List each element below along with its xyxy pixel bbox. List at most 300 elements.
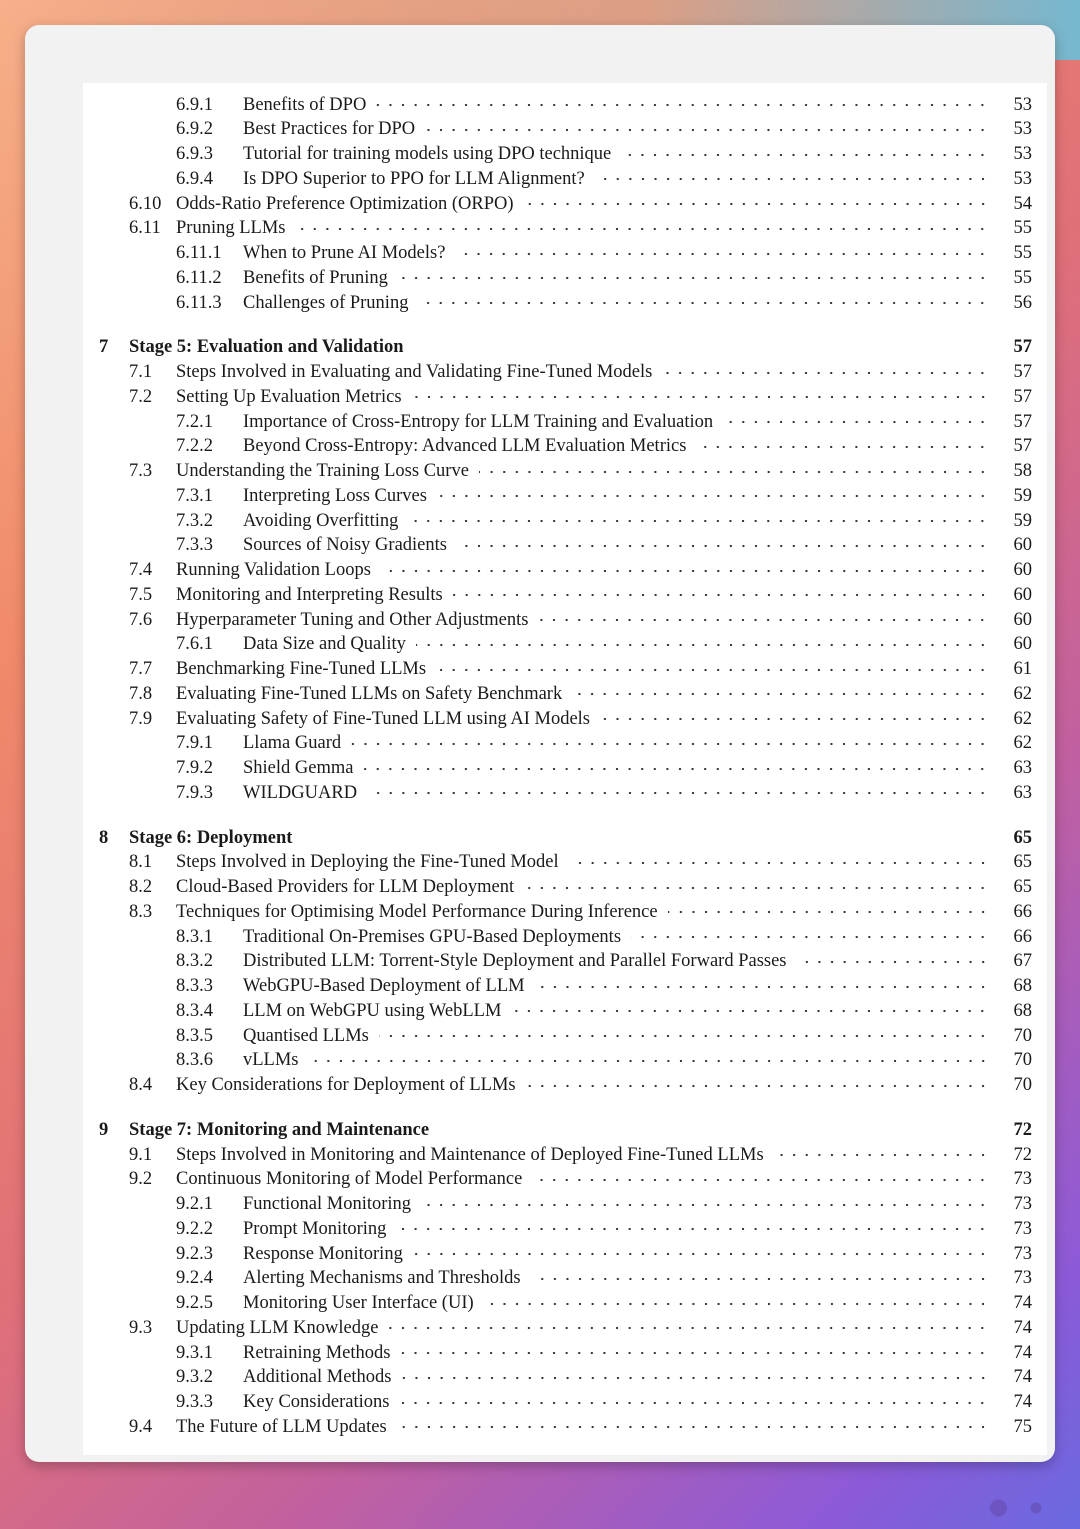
toc-entry[interactable] bbox=[83, 707, 1047, 731]
toc-page-number: 74 bbox=[1013, 1317, 1032, 1338]
toc-page-number: 57 bbox=[1013, 411, 1032, 432]
toc-entry[interactable] bbox=[83, 1024, 1047, 1048]
toc-page-number: 62 bbox=[1013, 708, 1032, 729]
toc-number: 6.9.4 bbox=[176, 168, 213, 189]
dot-leader bbox=[535, 975, 991, 999]
toc-page-number: 68 bbox=[1013, 976, 1032, 996]
toc-title-wrap bbox=[243, 266, 991, 290]
toc-title-wrap bbox=[243, 167, 991, 191]
toc-number: 7.9 bbox=[129, 708, 153, 729]
toc-number: 9.2.3 bbox=[176, 1243, 213, 1264]
toc-title: Importance of Cross-Entropy for LLM Training and Evaluation bbox=[243, 412, 717, 433]
toc-page-number: 68 bbox=[1013, 1000, 1032, 1021]
toc-page-number: 60 bbox=[1013, 609, 1032, 630]
toc-entry[interactable] bbox=[83, 1316, 1047, 1340]
dot-leader bbox=[538, 608, 991, 632]
toc-title: Best Practices for DPO bbox=[243, 119, 419, 140]
toc-entry[interactable] bbox=[83, 757, 1047, 781]
toc-page-number: 73 bbox=[1013, 1243, 1032, 1264]
toc-number: 7.4 bbox=[129, 560, 153, 580]
toc-number: 8.4 bbox=[129, 1075, 153, 1095]
toc-title-wrap bbox=[176, 707, 991, 731]
dot-leader bbox=[309, 1049, 992, 1073]
toc-page-number: 60 bbox=[1013, 634, 1032, 655]
toc-title: Setting Up Evaluation Metrics bbox=[176, 387, 406, 408]
toc-title: WILDGUARD bbox=[243, 783, 361, 804]
toc-title-wrap bbox=[176, 658, 991, 682]
toc-page-number: 65 bbox=[1013, 852, 1032, 873]
toc-number: 7.6.1 bbox=[176, 634, 213, 655]
toc-number: 7 bbox=[99, 337, 109, 358]
toc-title: Key Considerations bbox=[243, 1392, 393, 1413]
toc-entry[interactable] bbox=[83, 1217, 1047, 1241]
toc-title: Shield Gemma bbox=[243, 758, 357, 779]
toc-title-wrap bbox=[243, 1366, 991, 1390]
toc-title: Retraining Methods bbox=[243, 1343, 394, 1364]
toc-number: 8.2 bbox=[129, 877, 153, 897]
toc-title: When to Prune AI Models? bbox=[243, 243, 449, 264]
toc-page-number: 60 bbox=[1013, 535, 1032, 556]
toc-number: 7.8 bbox=[129, 683, 153, 704]
toc-title: Alerting Mechanisms and Thresholds bbox=[243, 1268, 525, 1289]
toc-page-number: 73 bbox=[1013, 1194, 1032, 1214]
toc-page-number: 55 bbox=[1013, 267, 1032, 288]
toc-title: Running Validation Loops bbox=[176, 560, 375, 581]
toc-page-number: 57 bbox=[1013, 386, 1032, 407]
toc-title: vLLMs bbox=[243, 1050, 303, 1071]
dot-leader bbox=[388, 1316, 991, 1340]
toc-entry[interactable] bbox=[83, 484, 1047, 508]
toc-title: WebGPU-Based Deployment of LLM bbox=[243, 976, 529, 997]
dot-leader bbox=[399, 1391, 991, 1415]
toc-entry[interactable] bbox=[83, 1074, 1047, 1098]
toc-title-wrap bbox=[176, 192, 991, 216]
toc-title: Traditional On-Premises GPU-Based Deployments bbox=[243, 927, 625, 948]
toc-entry[interactable] bbox=[83, 192, 1047, 216]
toc-title-wrap bbox=[176, 1143, 991, 1167]
toc-title-wrap bbox=[243, 291, 991, 315]
toc-number: 8.3.5 bbox=[176, 1025, 213, 1046]
toc-title-wrap bbox=[129, 1120, 991, 1141]
dot-leader bbox=[397, 1415, 991, 1439]
toc-title-wrap bbox=[243, 1267, 991, 1291]
toc-title: Avoiding Overfitting bbox=[243, 511, 402, 532]
toc-entry[interactable] bbox=[83, 1049, 1047, 1073]
toc-title-wrap bbox=[243, 950, 991, 974]
toc-title: Tutorial for training models using DPO technique bbox=[243, 144, 615, 165]
toc-title: Benefits of Pruning bbox=[243, 268, 392, 289]
toc-title-wrap bbox=[243, 925, 991, 949]
dot-leader bbox=[774, 1143, 991, 1167]
dot-leader bbox=[381, 559, 991, 583]
toc-number: 7.7 bbox=[129, 659, 153, 679]
toc-page-number: 57 bbox=[1013, 436, 1032, 457]
dot-leader bbox=[457, 534, 991, 558]
toc-chapter[interactable] bbox=[83, 826, 1047, 850]
toc-number: 8.3.6 bbox=[176, 1050, 213, 1071]
toc-title: Benchmarking Fine-Tuned LLMs bbox=[176, 659, 430, 680]
toc-number: 6.9.3 bbox=[176, 144, 213, 164]
toc-entry[interactable] bbox=[83, 143, 1047, 167]
dot-leader bbox=[418, 291, 991, 315]
toc-title: Prompt Monitoring bbox=[243, 1219, 390, 1240]
toc-entry[interactable] bbox=[83, 1242, 1047, 1266]
toc-number: 8.3.2 bbox=[176, 951, 213, 972]
toc-page-number: 70 bbox=[1013, 1050, 1032, 1071]
toc-number: 8.1 bbox=[129, 852, 153, 873]
toc-page-number: 63 bbox=[1013, 758, 1032, 778]
dot-leader bbox=[437, 484, 991, 508]
toc-chapter[interactable] bbox=[83, 336, 1047, 360]
dot-leader bbox=[600, 707, 991, 731]
toc-entry[interactable] bbox=[83, 1143, 1047, 1167]
toc-entry[interactable] bbox=[83, 732, 1047, 756]
dot-leader bbox=[363, 757, 991, 781]
toc-number: 7.2.1 bbox=[176, 411, 213, 432]
toc-entry[interactable] bbox=[83, 658, 1047, 682]
toc-title: Continuous Monitoring of Model Performance bbox=[176, 1169, 526, 1190]
toc-title-wrap bbox=[243, 1341, 991, 1365]
toc-page-number: 62 bbox=[1013, 683, 1032, 704]
toc-entry[interactable] bbox=[83, 93, 1047, 117]
toc-title-wrap bbox=[176, 460, 991, 484]
toc-entry[interactable] bbox=[83, 1168, 1047, 1192]
toc-entry[interactable] bbox=[83, 242, 1047, 266]
toc-number: 8 bbox=[99, 827, 109, 848]
dot-leader bbox=[402, 1366, 991, 1390]
toc-entry[interactable] bbox=[83, 1341, 1047, 1365]
toc-number: 6.11.1 bbox=[176, 243, 222, 263]
toc-title-wrap bbox=[176, 1415, 991, 1439]
toc-title: Stage 6: Deployment bbox=[129, 828, 296, 849]
toc-title-wrap bbox=[129, 337, 991, 358]
dot-leader bbox=[367, 781, 991, 805]
toc-title-wrap bbox=[243, 975, 991, 999]
dot-leader bbox=[569, 851, 991, 875]
toc-title: Additional Methods bbox=[243, 1367, 396, 1388]
toc-entry[interactable] bbox=[83, 583, 1047, 607]
toc-title-wrap bbox=[243, 509, 991, 533]
toc-page-number: 53 bbox=[1013, 168, 1032, 189]
dot-leader bbox=[400, 1341, 991, 1365]
toc-number: 9.2.4 bbox=[176, 1268, 213, 1289]
toc-number: 7.1 bbox=[129, 362, 153, 382]
dot-leader bbox=[524, 192, 991, 216]
toc-title: Beyond Cross-Entropy: Advanced LLM Evaluation Metrics bbox=[243, 436, 690, 457]
toc-page-number: 73 bbox=[1013, 1218, 1032, 1239]
toc-title-wrap bbox=[243, 1292, 991, 1316]
dot-leader bbox=[524, 876, 991, 900]
dot-leader bbox=[723, 410, 991, 434]
toc-number: 7.3 bbox=[129, 461, 153, 481]
toc-page-number: 57 bbox=[1013, 337, 1032, 358]
toc-page-number: 53 bbox=[1013, 94, 1032, 115]
toc-entry[interactable] bbox=[83, 999, 1047, 1023]
toc-title-wrap bbox=[243, 781, 991, 805]
dot-leader bbox=[379, 1024, 991, 1048]
toc-number: 7.3.2 bbox=[176, 510, 213, 531]
document-page bbox=[83, 83, 1047, 1455]
toc-entry[interactable] bbox=[83, 1391, 1047, 1415]
toc-title-wrap bbox=[176, 682, 991, 706]
dot-leader bbox=[511, 999, 991, 1023]
dot-leader bbox=[421, 1193, 991, 1217]
toc-page-number: 53 bbox=[1013, 144, 1032, 164]
toc-number: 9.2.5 bbox=[176, 1293, 213, 1313]
toc-number: 9 bbox=[99, 1119, 109, 1140]
toc-number: 7.2 bbox=[129, 386, 153, 407]
toc-title-wrap bbox=[243, 1024, 991, 1048]
toc-page-number: 65 bbox=[1013, 877, 1032, 897]
toc-page-number: 60 bbox=[1013, 560, 1032, 580]
toc-page-number: 75 bbox=[1013, 1416, 1032, 1437]
toc-title-wrap bbox=[243, 732, 991, 756]
toc-page-number: 73 bbox=[1013, 1169, 1032, 1190]
toc-title-wrap bbox=[243, 118, 991, 142]
dot-leader bbox=[621, 143, 991, 167]
toc-title-wrap bbox=[243, 143, 991, 167]
toc-title: Monitoring and Interpreting Results bbox=[176, 585, 447, 606]
toc-page-number: 74 bbox=[1013, 1342, 1032, 1363]
toc-title-wrap bbox=[243, 757, 991, 781]
toc-page-number: 63 bbox=[1013, 782, 1032, 803]
toc-number: 9.2 bbox=[129, 1169, 153, 1190]
dot-leader bbox=[479, 460, 991, 484]
toc-number: 9.1 bbox=[129, 1144, 153, 1165]
dot-leader bbox=[436, 658, 991, 682]
toc-page-number: 54 bbox=[1013, 193, 1032, 214]
toc-page-number: 55 bbox=[1013, 243, 1032, 263]
dot-leader bbox=[412, 385, 991, 409]
toc-title: Functional Monitoring bbox=[243, 1194, 415, 1215]
toc-title: Is DPO Superior to PPO for LLM Alignment? bbox=[243, 169, 589, 190]
toc-page-number: 65 bbox=[1013, 827, 1032, 848]
toc-page-number: 72 bbox=[1013, 1119, 1032, 1140]
toc-title: Steps Involved in Deploying the Fine-Tuned Model bbox=[176, 852, 563, 873]
toc-title-wrap bbox=[129, 828, 991, 849]
toc-title-wrap bbox=[243, 93, 991, 117]
toc-entry[interactable] bbox=[83, 876, 1047, 900]
dot-leader bbox=[425, 118, 991, 142]
watermark bbox=[916, 1493, 1066, 1523]
toc-entry[interactable] bbox=[83, 266, 1047, 290]
toc-entry[interactable] bbox=[83, 217, 1047, 241]
toc-page-number: 66 bbox=[1013, 901, 1032, 922]
toc-title: Data Size and Quality bbox=[243, 634, 410, 655]
toc-title-wrap bbox=[176, 559, 991, 583]
toc-number: 7.6 bbox=[129, 609, 153, 630]
dot-leader bbox=[455, 242, 991, 266]
toc-entry[interactable] bbox=[83, 608, 1047, 632]
toc-number: 6.10 bbox=[129, 193, 162, 214]
toc-title-wrap bbox=[243, 1242, 991, 1266]
toc-page-number: 74 bbox=[1013, 1293, 1032, 1313]
dot-leader bbox=[413, 1242, 991, 1266]
toc-title: Steps Involved in Evaluating and Validating Fine-Tuned Models bbox=[176, 362, 656, 383]
toc-title: Understanding the Training Loss Curve bbox=[176, 461, 473, 482]
toc-entry[interactable] bbox=[83, 1267, 1047, 1291]
toc-title: Techniques for Optimising Model Performance During Inference bbox=[176, 902, 662, 923]
toc-title: Pruning LLMs bbox=[176, 218, 289, 239]
toc-entry[interactable] bbox=[83, 1292, 1047, 1316]
toc-title: Benefits of DPO bbox=[243, 95, 370, 116]
dot-leader bbox=[484, 1292, 991, 1316]
toc-entry[interactable] bbox=[83, 633, 1047, 657]
toc-title-wrap bbox=[176, 1074, 991, 1098]
toc-number: 7.3.3 bbox=[176, 535, 213, 556]
toc-entry[interactable] bbox=[83, 410, 1047, 434]
toc-title: Steps Involved in Monitoring and Maintenance of Deployed Fine-Tuned LLMs bbox=[176, 1145, 768, 1166]
toc-page-number: 59 bbox=[1013, 485, 1032, 506]
toc-number: 8.3.1 bbox=[176, 926, 213, 947]
toc-page-number: 56 bbox=[1013, 292, 1032, 313]
toc-number: 9.3.3 bbox=[176, 1392, 213, 1412]
toc-title: Interpreting Loss Curves bbox=[243, 486, 431, 507]
toc-number: 7.3.1 bbox=[176, 485, 213, 506]
toc-title-wrap bbox=[243, 410, 991, 434]
toc-number: 9.3.1 bbox=[176, 1342, 213, 1363]
dot-leader bbox=[696, 435, 991, 459]
toc-title-wrap bbox=[176, 900, 991, 924]
toc-title: The Future of LLM Updates bbox=[176, 1417, 391, 1438]
toc-number: 7.9.3 bbox=[176, 782, 213, 803]
toc-entry[interactable] bbox=[83, 851, 1047, 875]
dot-leader bbox=[398, 266, 991, 290]
toc-title-wrap bbox=[243, 1391, 991, 1415]
toc-number: 7.5 bbox=[129, 584, 153, 605]
document-card bbox=[25, 25, 1055, 1462]
toc-title: Challenges of Pruning bbox=[243, 293, 412, 314]
toc-page-number: 53 bbox=[1013, 119, 1032, 140]
toc-entry[interactable] bbox=[83, 559, 1047, 583]
toc-page-number: 58 bbox=[1013, 461, 1032, 481]
toc-entry[interactable] bbox=[83, 361, 1047, 385]
toc-entry[interactable] bbox=[83, 950, 1047, 974]
toc-title-wrap bbox=[176, 583, 991, 607]
toc-entry[interactable] bbox=[83, 682, 1047, 706]
toc-entry[interactable] bbox=[83, 435, 1047, 459]
dot-leader bbox=[376, 93, 991, 117]
toc-page-number: 70 bbox=[1013, 1075, 1032, 1095]
toc-entry[interactable] bbox=[83, 167, 1047, 191]
toc-entry[interactable] bbox=[83, 385, 1047, 409]
toc-title-wrap bbox=[243, 1193, 991, 1217]
toc-entry[interactable] bbox=[83, 1193, 1047, 1217]
toc-number: 8.3.4 bbox=[176, 1000, 213, 1021]
toc-number: 9.2.2 bbox=[176, 1218, 213, 1239]
toc-page-number: 73 bbox=[1013, 1268, 1032, 1289]
toc-title: Sources of Noisy Gradients bbox=[243, 535, 451, 556]
toc-chapter[interactable] bbox=[83, 1118, 1047, 1142]
dot-leader bbox=[351, 732, 991, 756]
dot-leader bbox=[662, 361, 991, 385]
toc-title-wrap bbox=[176, 851, 991, 875]
toc-title: Quantised LLMs bbox=[243, 1026, 373, 1047]
dot-leader bbox=[631, 925, 991, 949]
toc-page-number: 72 bbox=[1013, 1144, 1032, 1165]
toc-entry[interactable] bbox=[83, 534, 1047, 558]
toc-page-number: 66 bbox=[1013, 926, 1032, 947]
toc-number: 9.3.2 bbox=[176, 1367, 213, 1388]
toc-page-number: 74 bbox=[1013, 1392, 1032, 1412]
toc-entry[interactable] bbox=[83, 925, 1047, 949]
toc-title: Hyperparameter Tuning and Other Adjustments bbox=[176, 610, 532, 631]
toc-title: Stage 5: Evaluation and Validation bbox=[129, 337, 408, 358]
toc-page-number: 61 bbox=[1013, 659, 1032, 679]
dot-leader bbox=[416, 633, 991, 657]
toc-page-number: 67 bbox=[1013, 951, 1032, 972]
dot-leader bbox=[295, 217, 991, 241]
toc-title-wrap bbox=[243, 435, 991, 459]
toc-number: 8.3.3 bbox=[176, 976, 213, 996]
toc-entry[interactable] bbox=[83, 1415, 1047, 1439]
toc-title: Stage 7: Monitoring and Maintenance bbox=[129, 1120, 433, 1141]
toc-page-number: 60 bbox=[1013, 584, 1032, 605]
toc-entry[interactable] bbox=[83, 1366, 1047, 1390]
toc-title-wrap bbox=[176, 1316, 991, 1340]
toc-title-wrap bbox=[176, 608, 991, 632]
toc-page-number: 74 bbox=[1013, 1367, 1032, 1388]
toc-entry[interactable] bbox=[83, 781, 1047, 805]
toc-number: 9.3 bbox=[129, 1317, 153, 1338]
toc-entry[interactable] bbox=[83, 975, 1047, 999]
toc-number: 9.2.1 bbox=[176, 1194, 213, 1214]
toc-number: 7.9.1 bbox=[176, 733, 213, 754]
toc-title-wrap bbox=[176, 876, 991, 900]
toc-title-wrap bbox=[243, 484, 991, 508]
dot-leader bbox=[531, 1267, 991, 1291]
toc-title-wrap bbox=[176, 217, 991, 241]
toc-title: Odds-Ratio Preference Optimization (ORPO) bbox=[176, 194, 518, 215]
toc-number: 7.2.2 bbox=[176, 436, 213, 457]
dot-leader bbox=[797, 950, 991, 974]
dot-leader bbox=[668, 900, 991, 924]
toc-number: 8.3 bbox=[129, 901, 153, 922]
dot-leader bbox=[453, 583, 991, 607]
toc-entry[interactable] bbox=[83, 118, 1047, 142]
toc-number: 7.9.2 bbox=[176, 758, 213, 778]
toc-entry[interactable] bbox=[83, 900, 1047, 924]
toc-title: Distributed LLM: Torrent-Style Deployment and Parallel Forward Passes bbox=[243, 951, 791, 972]
toc-page-number: 62 bbox=[1013, 733, 1032, 754]
toc-entry[interactable] bbox=[83, 460, 1047, 484]
toc-title-wrap bbox=[243, 242, 991, 266]
toc-page-number: 70 bbox=[1013, 1025, 1032, 1046]
toc-number: 6.9.2 bbox=[176, 119, 213, 140]
toc-number: 6.11.3 bbox=[176, 292, 222, 313]
toc-title: Monitoring User Interface (UI) bbox=[243, 1293, 478, 1314]
toc-number: 6.11.2 bbox=[176, 267, 222, 288]
toc-number: 9.4 bbox=[129, 1416, 153, 1437]
toc-entry[interactable] bbox=[83, 509, 1047, 533]
toc-title: Cloud-Based Providers for LLM Deployment bbox=[176, 877, 518, 898]
toc-title: Evaluating Fine-Tuned LLMs on Safety Benchmark bbox=[176, 684, 566, 705]
dot-leader bbox=[532, 1168, 991, 1192]
toc-title-wrap bbox=[176, 1168, 991, 1192]
dot-leader bbox=[526, 1074, 991, 1098]
toc-number: 6.11 bbox=[129, 218, 161, 239]
toc-entry[interactable] bbox=[83, 291, 1047, 315]
toc-title-wrap bbox=[243, 1217, 991, 1241]
dot-leader bbox=[396, 1217, 991, 1241]
toc-title: Updating LLM Knowledge bbox=[176, 1318, 382, 1339]
toc-title-wrap bbox=[176, 385, 991, 409]
toc-page-number: 57 bbox=[1013, 362, 1032, 382]
toc-title: LLM on WebGPU using WebLLM bbox=[243, 1001, 505, 1022]
toc-page-number: 55 bbox=[1013, 218, 1032, 239]
toc-title-wrap bbox=[176, 361, 991, 385]
toc-title-wrap bbox=[243, 534, 991, 558]
